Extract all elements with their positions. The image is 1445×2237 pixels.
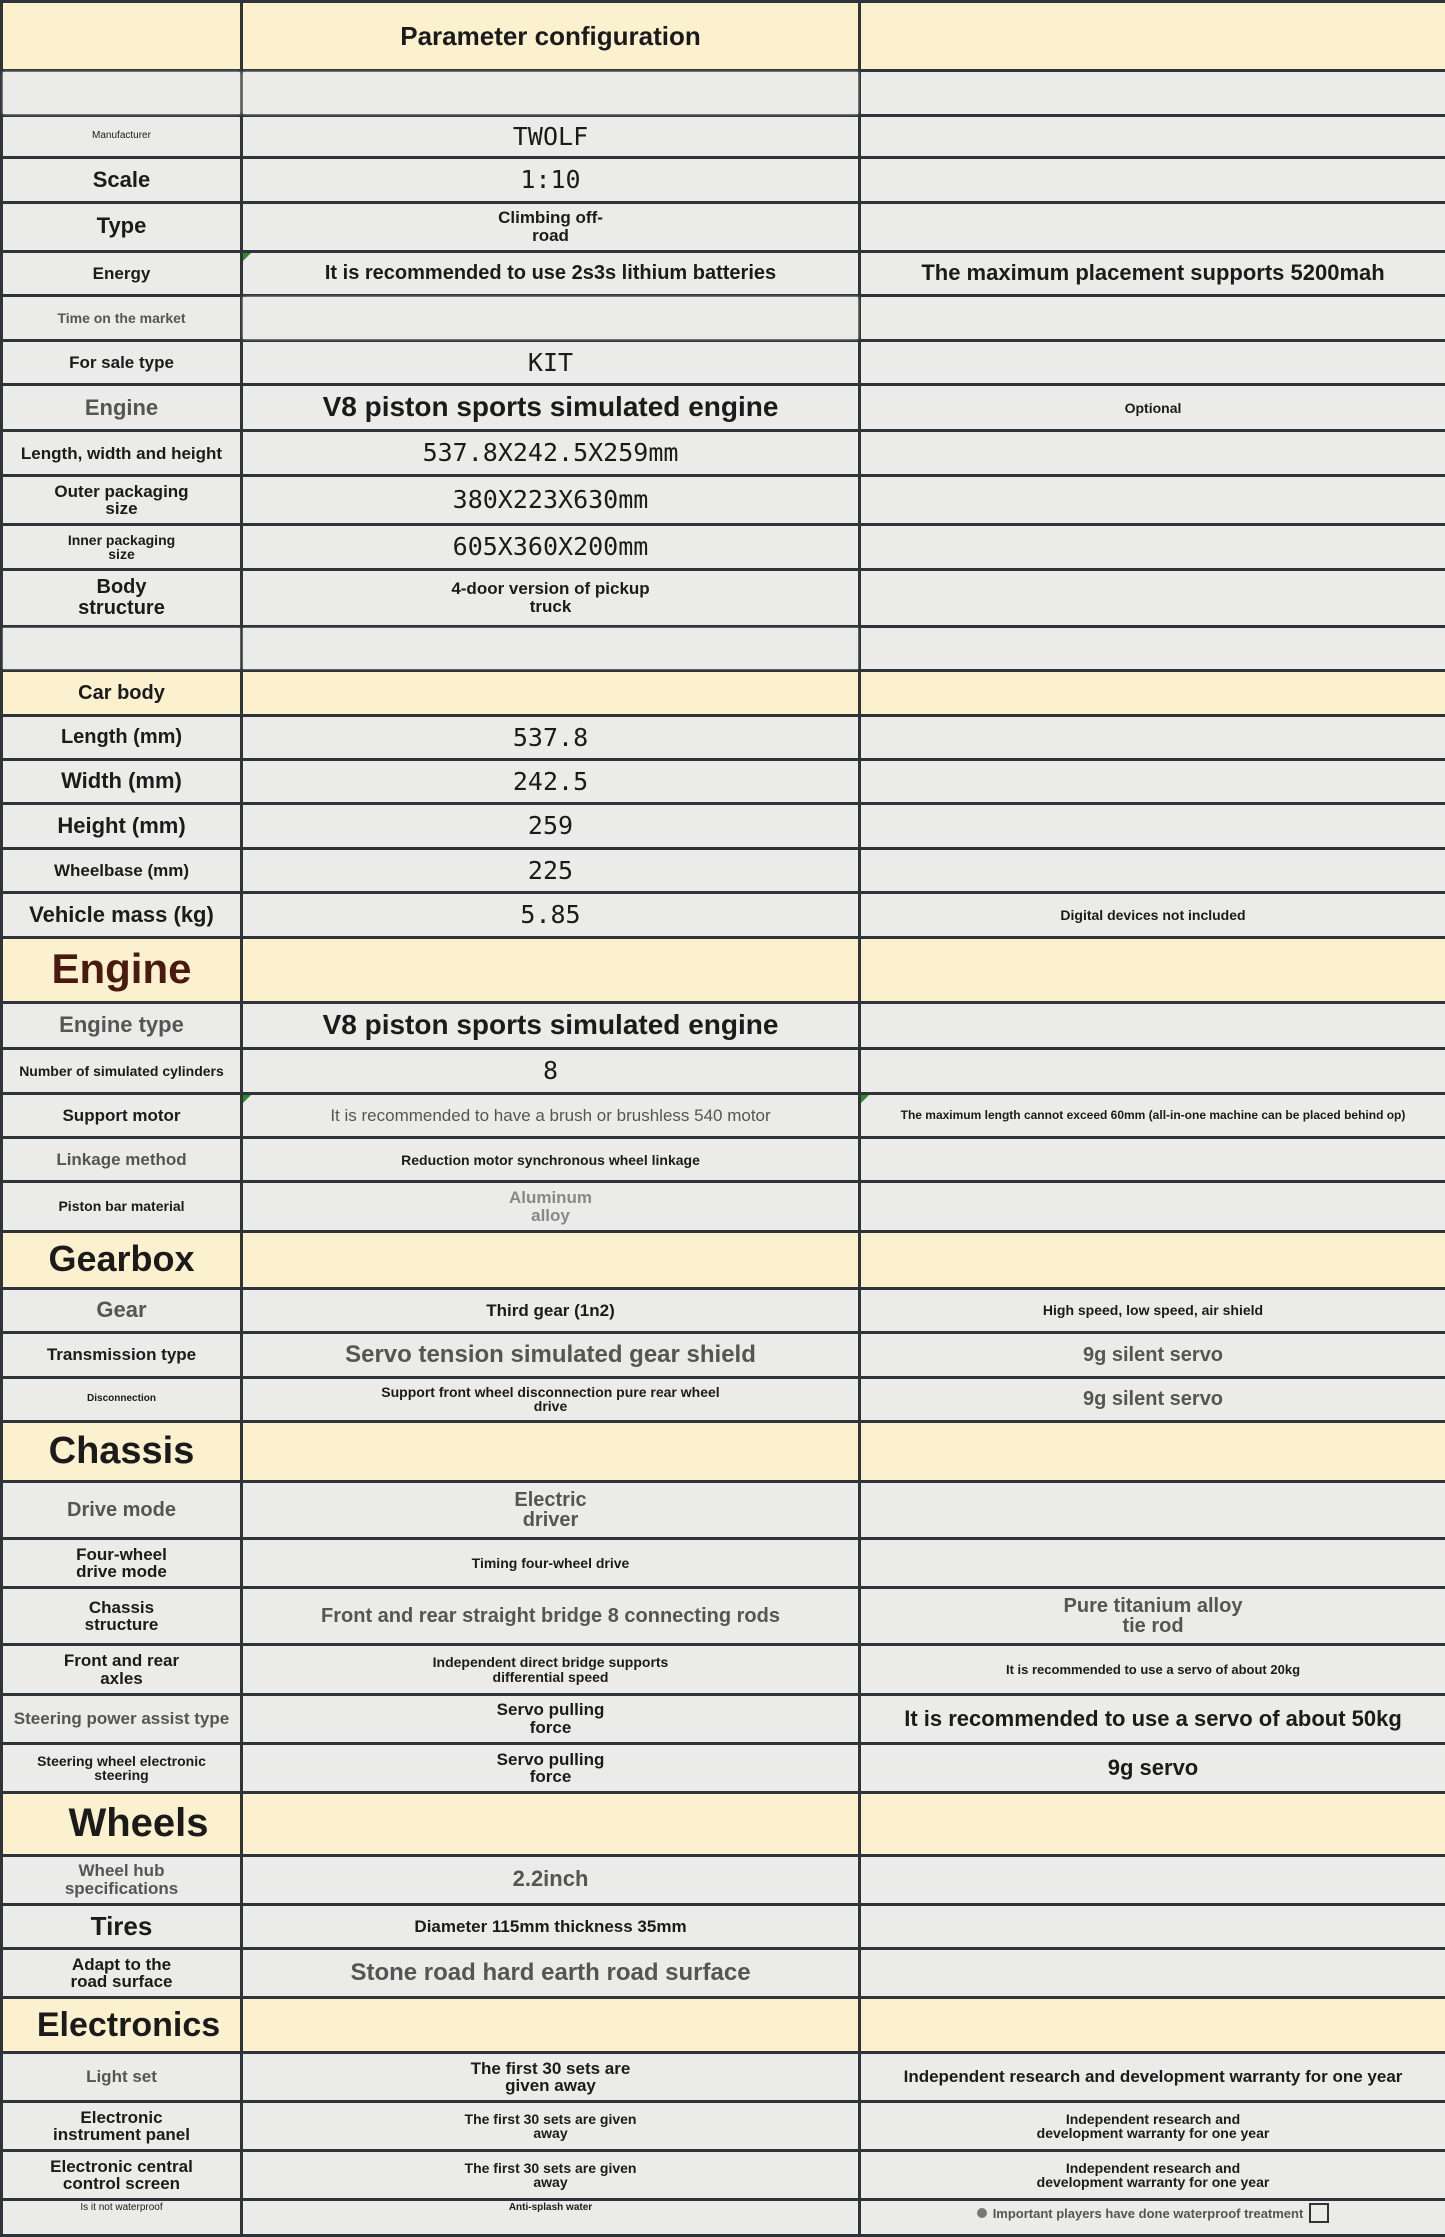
row-value: V8 piston sports simulated engine — [242, 385, 860, 431]
row-label: Electronic central control screen — [2, 2151, 242, 2200]
checkbox-icon — [1309, 2203, 1329, 2223]
note-text: Important players have done waterproof treatment — [992, 2205, 1304, 2221]
row-label: Vehicle mass (kg) — [2, 893, 242, 937]
row-value — [242, 158, 860, 202]
row-label: Adapt to the road surface — [2, 1949, 242, 1998]
table-row — [2, 251, 1445, 295]
section-title: Gearbox — [2, 1231, 242, 1288]
row-note — [860, 937, 1445, 1002]
row-label: Piston bar material — [2, 1182, 242, 1231]
row-note — [860, 1422, 1445, 1482]
row-value: Servo pulling force — [242, 1694, 860, 1743]
section-row — [2, 671, 1445, 715]
row-label: Engine — [2, 385, 242, 431]
row-value — [242, 671, 860, 715]
row-note: 9g silent servo — [860, 1333, 1445, 1377]
row-label — [2, 626, 242, 670]
row-label: Transmission type — [2, 1333, 242, 1377]
row-value: Support front wheel disconnection pure rear wheel drive — [242, 1377, 860, 1421]
row-value: V8 piston sports simulated engine — [242, 1002, 860, 1048]
row-value — [242, 1231, 860, 1288]
table-row — [2, 848, 1445, 892]
table-row — [2, 1949, 1445, 1998]
row-value: Servo pulling force — [242, 1743, 860, 1792]
row-note — [860, 431, 1445, 475]
row-value — [242, 115, 860, 157]
row-value: Climbing off-road — [242, 202, 860, 251]
row-label: Light set — [2, 2052, 242, 2101]
row-note — [860, 1093, 1445, 1137]
section-row — [2, 1793, 1445, 1855]
row-label: Number of simulated cylinders — [2, 1049, 242, 1093]
row-note — [860, 848, 1445, 892]
row-note — [860, 759, 1445, 803]
row-value: Front and rear straight bridge 8 connecting rods — [242, 1588, 860, 1645]
table-title: Parameter configuration — [242, 2, 860, 71]
value-text: It is recommended to have a brush or brushless 540 motor — [330, 1105, 771, 1125]
row-label: Body structure — [2, 569, 242, 626]
row-label: Is it not waterproof — [2, 2200, 242, 2236]
row-value: Stone road hard earth road surface — [242, 1949, 860, 1998]
row-note — [860, 1481, 1445, 1538]
row-note — [860, 71, 1445, 115]
row-note — [860, 1793, 1445, 1855]
table-row — [2, 385, 1445, 431]
value-text: 8 — [542, 1056, 559, 1086]
row-note — [860, 1049, 1445, 1093]
table-row — [2, 1138, 1445, 1182]
row-label: Width (mm) — [2, 759, 242, 803]
row-label: Manufacturer — [2, 115, 242, 157]
row-note — [860, 626, 1445, 670]
section-title: Electronics — [2, 1998, 242, 2052]
row-note — [860, 2200, 1445, 2236]
row-label: Front and rear axles — [2, 1645, 242, 1694]
table-row — [2, 1377, 1445, 1421]
row-label: For sale type — [2, 340, 242, 384]
value-text: KIT — [527, 347, 574, 377]
row-note — [860, 1855, 1445, 1904]
header-empty-cell — [860, 2, 1445, 71]
row-note: Independent research and development warranty for one year — [860, 2102, 1445, 2151]
row-value: The first 30 sets are given away — [242, 2151, 860, 2200]
table-row — [2, 340, 1445, 384]
table-row — [2, 715, 1445, 759]
row-value: Reduction motor synchronous wheel linkage — [242, 1138, 860, 1182]
row-label: Four-wheel drive mode — [2, 1539, 242, 1588]
table-row — [2, 569, 1445, 626]
note-text: The maximum length cannot exceed 60mm (all-in-one machine can be placed behind op) — [900, 1108, 1406, 1123]
row-value — [242, 893, 860, 937]
table-row — [2, 1049, 1445, 1093]
row-note — [860, 1182, 1445, 1231]
row-label: Height (mm) — [2, 804, 242, 848]
row-note: Pure titanium alloy tie rod — [860, 1588, 1445, 1645]
header-empty-cell — [2, 2, 242, 71]
table-row — [2, 759, 1445, 803]
table-row — [2, 1539, 1445, 1588]
row-label — [2, 71, 242, 115]
row-value: Aluminum alloy — [242, 1182, 860, 1231]
table-row — [2, 893, 1445, 937]
row-label: Chassis structure — [2, 1588, 242, 1645]
value-text: TWOLF — [512, 121, 589, 151]
value-text: 242.5 — [512, 766, 589, 796]
row-note — [860, 296, 1445, 340]
row-value — [242, 475, 860, 524]
table-row — [2, 1855, 1445, 1904]
row-value: Diameter 115mm thickness 35mm — [242, 1904, 860, 1948]
table-row — [2, 202, 1445, 251]
row-value — [242, 1093, 860, 1137]
row-value: 2.2inch — [242, 1855, 860, 1904]
row-note: Optional — [860, 385, 1445, 431]
row-note: Independent research and development warranty for one year — [860, 2052, 1445, 2101]
row-value — [242, 296, 860, 340]
section-title: Engine — [2, 937, 242, 1002]
comment-marker-icon — [243, 253, 251, 261]
row-label: Outer packaging size — [2, 475, 242, 524]
row-note — [860, 671, 1445, 715]
row-value — [242, 759, 860, 803]
row-value — [242, 251, 860, 295]
table-row — [2, 158, 1445, 202]
row-note — [860, 1998, 1445, 2052]
row-note — [860, 1904, 1445, 1948]
value-text: 225 — [527, 855, 574, 885]
row-note — [860, 1138, 1445, 1182]
value-text: 1:10 — [520, 165, 581, 195]
table-row — [2, 1904, 1445, 1948]
row-note: It is recommended to use a servo of about 20kg — [860, 1645, 1445, 1694]
row-value — [242, 71, 860, 115]
row-label: Steering wheel electronic steering — [2, 1743, 242, 1792]
row-note — [860, 158, 1445, 202]
row-note: It is recommended to use a servo of about 50kg — [860, 1694, 1445, 1743]
section-row — [2, 1422, 1445, 1482]
bullet-dot-icon — [977, 2208, 987, 2218]
value-text: 537.8 — [512, 722, 589, 752]
section-row — [2, 1231, 1445, 1288]
table-row — [2, 1694, 1445, 1743]
row-value — [242, 848, 860, 892]
table-row — [2, 2200, 1445, 2236]
comment-marker-icon — [861, 1095, 869, 1103]
row-note — [860, 569, 1445, 626]
row-value — [242, 937, 860, 1002]
row-label: Disconnection — [2, 1377, 242, 1421]
row-label: Energy — [2, 251, 242, 295]
row-note — [860, 115, 1445, 157]
table-row — [2, 626, 1445, 670]
comment-marker-icon — [243, 1095, 251, 1103]
row-note — [860, 1539, 1445, 1588]
row-label: Electronic instrument panel — [2, 2102, 242, 2151]
row-note — [860, 525, 1445, 569]
table-header-row — [2, 2, 1445, 71]
row-note — [860, 1231, 1445, 1288]
table-row — [2, 1182, 1445, 1231]
row-value: Electric driver — [242, 1481, 860, 1538]
row-label: Length, width and height — [2, 431, 242, 475]
table-row — [2, 1645, 1445, 1694]
row-label: Engine type — [2, 1002, 242, 1048]
row-value — [242, 1049, 860, 1093]
row-label: Wheel hub specifications — [2, 1855, 242, 1904]
row-label: Gear — [2, 1288, 242, 1332]
table-row — [2, 475, 1445, 524]
section-row — [2, 1998, 1445, 2052]
table-row — [2, 804, 1445, 848]
row-note — [860, 804, 1445, 848]
table-row — [2, 1588, 1445, 1645]
row-value: The first 30 sets are given away — [242, 2102, 860, 2151]
row-value — [242, 525, 860, 569]
table-row — [2, 1481, 1445, 1538]
row-label: Steering power assist type — [2, 1694, 242, 1743]
row-value — [242, 804, 860, 848]
row-value — [242, 1793, 860, 1855]
row-value: Third gear (1n2) — [242, 1288, 860, 1332]
row-label: Type — [2, 202, 242, 251]
table-row — [2, 2151, 1445, 2200]
row-label: Time on the market — [2, 296, 242, 340]
row-value: 4-door version of pickup truck — [242, 569, 860, 626]
row-label: Support motor — [2, 1093, 242, 1137]
row-note — [860, 475, 1445, 524]
table-row — [2, 525, 1445, 569]
row-note: Digital devices not included — [860, 893, 1445, 937]
table-row — [2, 71, 1445, 115]
table-row — [2, 1288, 1445, 1332]
row-note — [860, 340, 1445, 384]
table-row — [2, 115, 1445, 157]
table-row — [2, 2102, 1445, 2151]
row-value: Servo tension simulated gear shield — [242, 1333, 860, 1377]
row-value: Anti-splash water — [242, 2200, 860, 2236]
row-value: The first 30 sets are given away — [242, 2052, 860, 2101]
row-label: Tires — [2, 1904, 242, 1948]
row-label: Length (mm) — [2, 715, 242, 759]
row-note — [860, 202, 1445, 251]
row-value — [242, 715, 860, 759]
row-note: 9g servo — [860, 1743, 1445, 1792]
row-note — [860, 1002, 1445, 1048]
table-row — [2, 1743, 1445, 1792]
value-text: It is recommended to use 2s3s lithium batteries — [324, 262, 777, 285]
row-note — [860, 715, 1445, 759]
value-text: 259 — [527, 811, 574, 841]
value-text: 5.85 — [520, 900, 581, 930]
row-note: High speed, low speed, air shield — [860, 1288, 1445, 1332]
row-value — [242, 340, 860, 384]
row-value: Independent direct bridge supports differential speed — [242, 1645, 860, 1694]
section-label: Car body — [2, 671, 242, 715]
row-label: Wheelbase (mm) — [2, 848, 242, 892]
row-label: Drive mode — [2, 1481, 242, 1538]
section-title: Wheels — [2, 1793, 242, 1855]
row-note: Independent research and development warranty for one year — [860, 2151, 1445, 2200]
row-value: Timing four-wheel drive — [242, 1539, 860, 1588]
row-note — [860, 1949, 1445, 1998]
row-note: The maximum placement supports 5200mah — [860, 251, 1445, 295]
row-label: Linkage method — [2, 1138, 242, 1182]
table-row — [2, 296, 1445, 340]
row-note: 9g silent servo — [860, 1377, 1445, 1421]
row-value — [242, 626, 860, 670]
table-row — [2, 1093, 1445, 1137]
section-title: Chassis — [2, 1422, 242, 1482]
section-row — [2, 937, 1445, 1002]
value-text: 380X223X630mm — [452, 485, 649, 515]
row-label: Scale — [2, 158, 242, 202]
table-row — [2, 1002, 1445, 1048]
row-value — [242, 431, 860, 475]
row-value — [242, 1422, 860, 1482]
row-value — [242, 1998, 860, 2052]
table-row — [2, 2052, 1445, 2101]
table-row — [2, 431, 1445, 475]
table-row — [2, 1333, 1445, 1377]
value-text: 537.8X242.5X259mm — [422, 438, 679, 468]
row-label: Inner packaging size — [2, 525, 242, 569]
value-text: 605X360X200mm — [452, 532, 649, 562]
